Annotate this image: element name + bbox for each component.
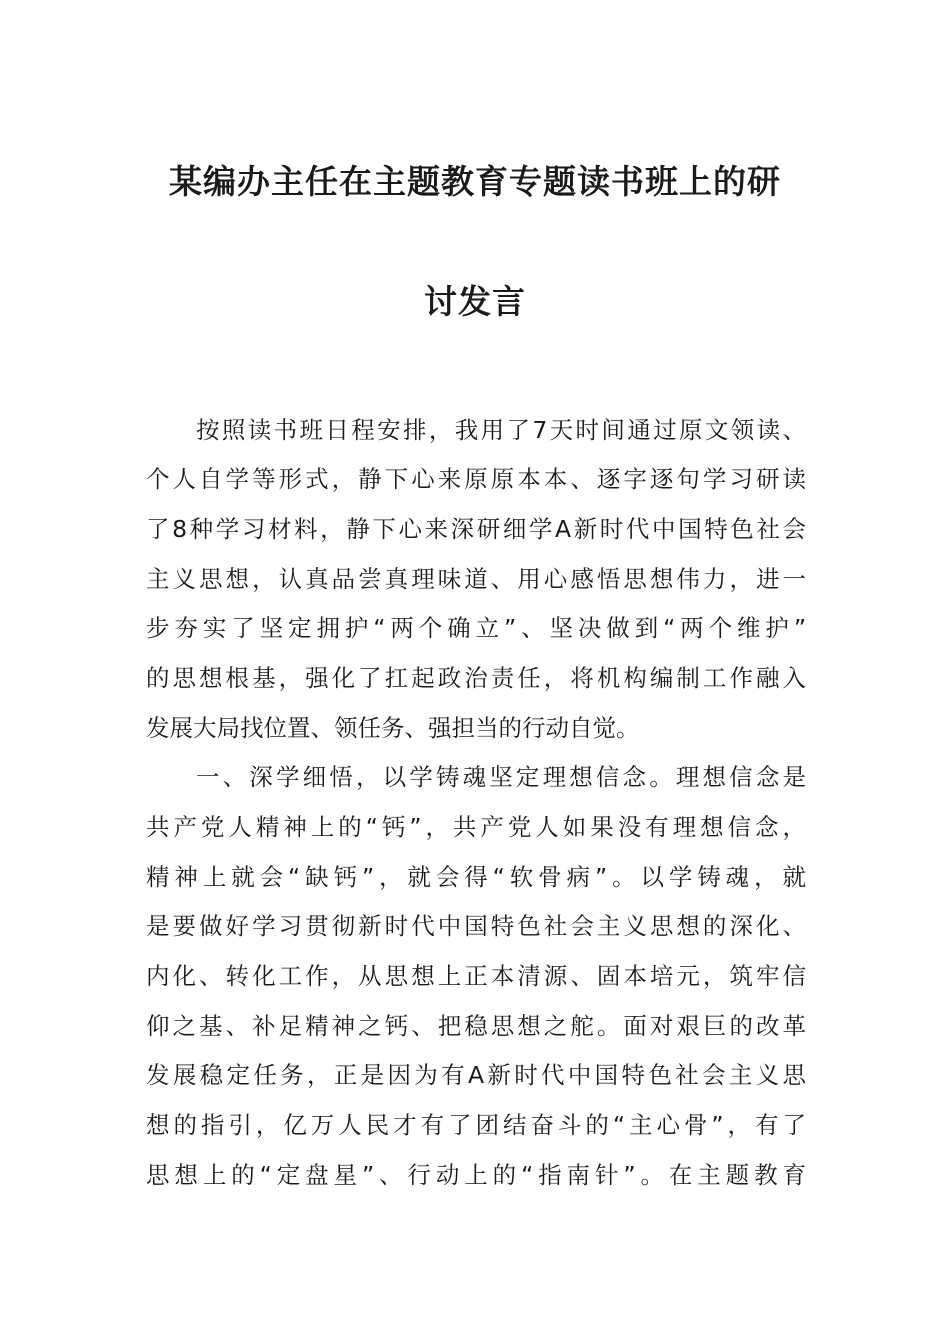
paragraph-1-line: 主义思想，认真品尝真理味道、用心感悟思想伟力，进一 xyxy=(146,565,806,593)
paragraph-2-line: 是要做好学习贯彻新时代中国特色社会主义思想的深化、 xyxy=(146,912,806,940)
paragraph-2-line: 思想上的“定盘星”、行动上的“指南针”。在主题教育 xyxy=(146,1161,806,1189)
paragraph-1-line: 步夯实了坚定拥护“两个确立”、坚决做到“两个维护” xyxy=(146,614,806,642)
paragraph-2-line: 发展稳定任务，正是因为有A新时代中国特色社会主义思 xyxy=(146,1061,806,1089)
paragraph-1-line: 了8种学习材料，静下心来深研细学A新时代中国特色社会 xyxy=(146,515,806,543)
paragraph-1-line: 的思想根基，强化了扛起政治责任，将机构编制工作融入 xyxy=(146,664,806,692)
document-title-line-1: 某编办主任在主题教育专题读书班上的研 xyxy=(169,162,781,201)
paragraph-1-line: 个人自学等形式，静下心来原原本本、逐字逐句学习研读 xyxy=(146,465,806,493)
paragraph-2-line: 仰之基、补足精神之钙、把稳思想之舵。面对艰巨的改革 xyxy=(146,1012,806,1040)
paragraph-1-line: 发展大局找位置、领任务、强担当的行动自觉。 xyxy=(146,714,640,742)
paragraph-1-line: 按照读书班日程安排，我用了7天时间通过原文领读、 xyxy=(196,416,806,444)
paragraph-2-line: 一、深学细悟，以学铸魂坚定理想信念。理想信念是 xyxy=(196,763,806,791)
paragraph-2-line: 共产党人精神上的“钙”，共产党人如果没有理想信念， xyxy=(146,813,806,841)
paragraph-2-line: 内化、转化工作，从思想上正本清源、固本培元，筑牢信 xyxy=(146,962,806,990)
document-title-line-2: 讨发言 xyxy=(424,282,526,321)
paragraph-2-line: 想的指引，亿万人民才有了团结奋斗的“主心骨”，有了 xyxy=(146,1111,806,1139)
paragraph-2-line: 精神上就会“缺钙”，就会得“软骨病”。以学铸魂，就 xyxy=(146,863,806,891)
